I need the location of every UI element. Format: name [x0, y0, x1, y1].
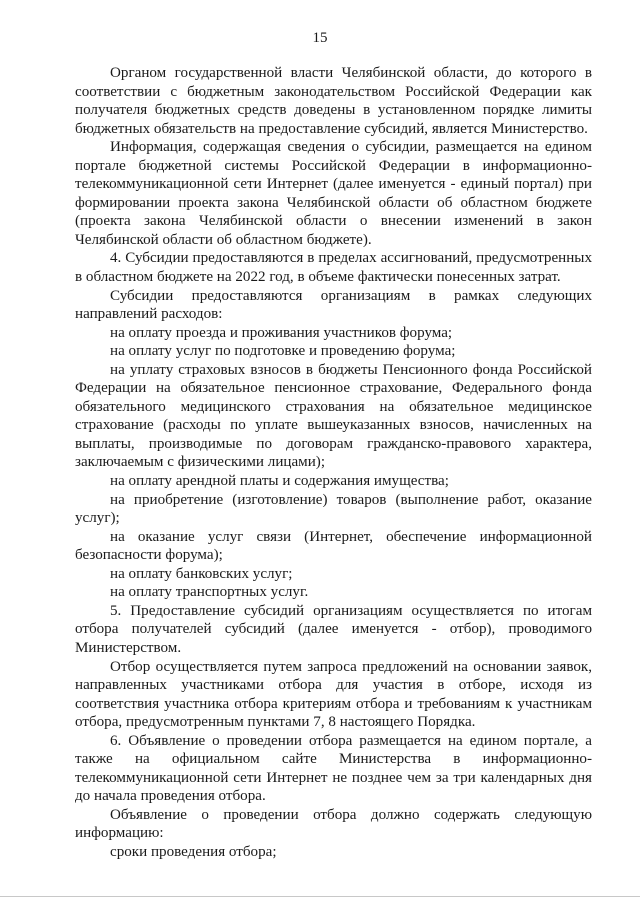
paragraph-selection-method: Отбор осуществляется путем запроса предложений на основании заявок, направленных участниками отбора для участия в отборе, исходя из соответствия участника отбора критериям отбора и требованиям к участникам отбора, предусмотренным пунктами 7, 8 настоящего Порядка.: [75, 658, 592, 731]
document-body: [75, 64, 592, 862]
list-item: на приобретение (изготовление) товаров (выполнение работ, оказание услуг);: [75, 491, 592, 527]
paragraph-clause-5: 5. Предоставление субсидий организациям осуществляется по итогам отбора получателей субсидий (далее именуется - отбор), проводимого Министерством.: [75, 602, 592, 656]
list-item: на уплату страховых взносов в бюджеты Пенсионного фонда Российской Федерации на обязательное пенсионное страхование, Федерального фонда обязательного медицинского страхования на обязательное медицинское страхование (расходы по уплате вышеуказанных взносов, начисленных на выплаты, производимые по договорам гражданско-правового характера, заключаемым с физическими лицами);: [75, 361, 592, 471]
list-item: на оказание услуг связи (Интернет, обеспечение информационной безопасности форума);: [75, 528, 592, 564]
paragraph-ministry-authority: Органом государственной власти Челябинской области, до которого в соответствии с бюджетным законодательством Российской Федерации как получателя бюджетных средств доведены в установленном порядке лимиты бюджетных обязательств на предоставление субсидий, является Министерство.: [75, 65, 592, 137]
paragraph-clause-4: 4. Субсидии предоставляются в пределах ассигнований, предусмотренных в областном бюджете на 2022 год, в объеме фактически понесенных затрат.: [75, 250, 592, 286]
list-item: на оплату транспортных услуг.: [110, 584, 309, 601]
list-item: сроки проведения отбора;: [110, 843, 277, 860]
paragraph-subsidy-info-portal: Информация, содержащая сведения о субсидии, размещается на едином портале бюджетной системы Российской Федерации в информационно-телекоммуникационной сети Интернет (далее именуется - единый портал) при формировании проекта закона Челябинской области об областном бюджете (проекта закона Челябинской области о внесении изменений в закон Челябинской области об областном бюджете).: [75, 139, 592, 248]
list-item: на оплату проезда и проживания участников форума;: [110, 324, 453, 341]
scan-edge-line: [0, 896, 640, 897]
page-number: 15: [312, 30, 328, 46]
list-item: на оплату банковских услуг;: [110, 565, 293, 582]
paragraph-clause-6: 6. Объявление о проведении отбора размещается на едином портале, а также на официальном сайте Министерства в информационно-телекоммуникационной сети Интернет не позднее чем за три календарных дня до начала проведения отбора.: [75, 732, 592, 805]
list-item: на оплату услуг по подготовке и проведению форума;: [110, 343, 456, 360]
paragraph-announcement-content: Объявление о проведении отбора должно содержать следующую информацию:: [75, 806, 592, 842]
list-item: на оплату арендной платы и содержания имущества;: [110, 473, 449, 490]
paragraph-expense-directions: Субсидии предоставляются организациям в рамках следующих направлений расходов:: [75, 287, 592, 323]
